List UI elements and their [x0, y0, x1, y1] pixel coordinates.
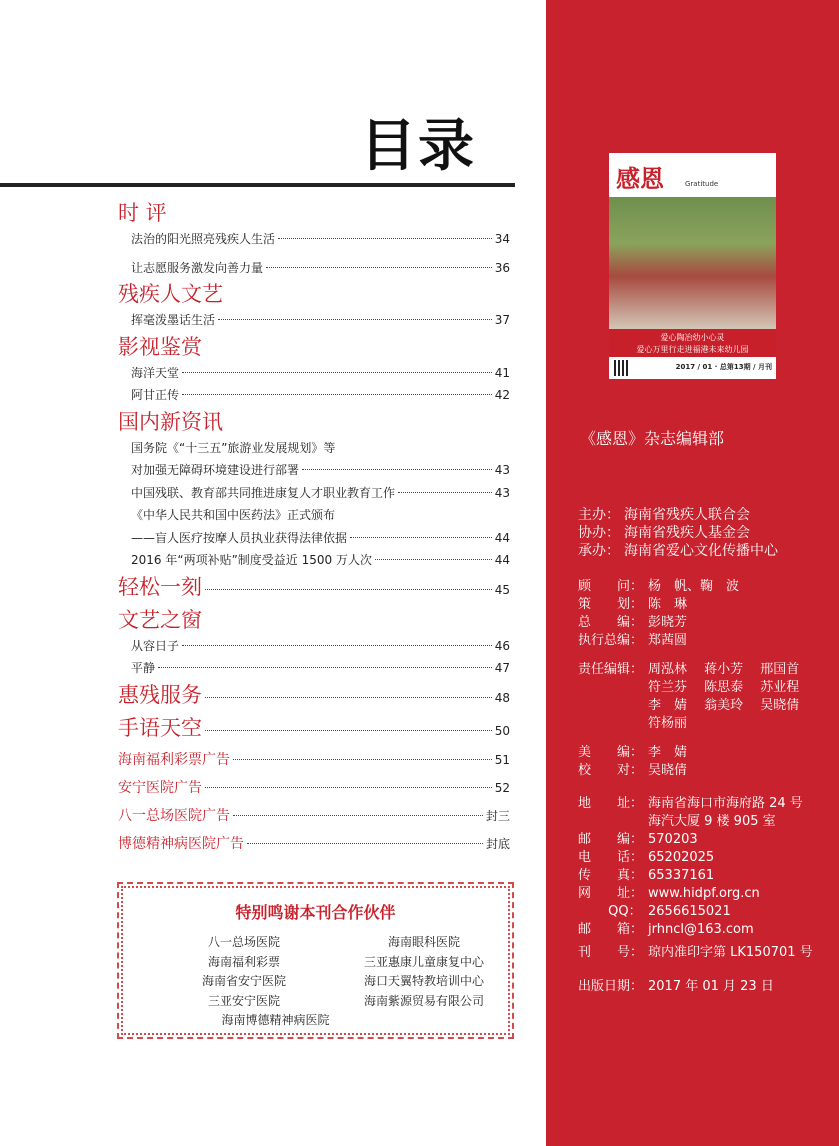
ad-title: 海南福利彩票广告	[118, 751, 230, 768]
info-value: 65202025	[648, 850, 715, 865]
toc-section-title	[118, 713, 510, 746]
info-row	[578, 524, 778, 542]
info-value: 海汽大厦 9 楼 905 室	[648, 814, 776, 829]
cover-logo-en: Gratitude	[685, 180, 719, 188]
section-title-text: 文艺之窗	[118, 607, 202, 632]
info-column	[546, 0, 839, 1146]
info-row	[578, 885, 803, 903]
page-number: 45	[494, 582, 510, 597]
leader-dots	[182, 645, 492, 646]
leader-dots	[302, 469, 492, 470]
entry-title: 中国残联、教育部共同推进康复人才职业教育工作	[131, 485, 396, 500]
cover-photo	[609, 197, 776, 329]
toc-entry	[118, 309, 510, 332]
table-of-contents	[118, 198, 510, 858]
partner-item: 海南博德精神病医院	[221, 1013, 330, 1027]
info-value: 陈 琳	[648, 597, 688, 612]
info-row	[578, 978, 774, 996]
leader-dots	[218, 319, 492, 320]
page-number: 44	[494, 553, 510, 567]
leader-dots	[182, 394, 492, 395]
toc-heading: 目录	[360, 114, 476, 179]
leader-dots	[205, 589, 492, 590]
leader-dots	[247, 843, 483, 844]
section-title-text: 残疾人文艺	[118, 282, 223, 306]
toc-entry	[118, 437, 510, 460]
leader-dots	[205, 730, 492, 731]
info-value: 海南省残疾人基金会	[624, 525, 750, 541]
date-block	[578, 978, 774, 996]
ad-title: 八一总场医院广告	[118, 807, 230, 824]
info-value: 周泓林 蒋小芳 邢国首	[648, 662, 800, 677]
info-label: 执行总编：	[578, 633, 644, 648]
thanks-title: 特别鸣谢本刊合作伙伴	[235, 903, 396, 922]
info-label: 顾 问：	[578, 579, 644, 594]
info-value: 李 婧 翁美玲 吴晓倩	[648, 698, 800, 713]
partner-item: 三亚惠康儿童康复中心	[363, 954, 484, 969]
leader-dots	[398, 492, 492, 493]
info-row	[578, 944, 813, 962]
info-value: 琼内准印字第 LK150701 号	[648, 945, 813, 960]
cover-issue: 2017 / 01 · 总第13期 / 月刊	[675, 363, 772, 371]
info-value: 郑茜圆	[648, 633, 688, 648]
entry-title: ——盲人医疗按摩人员执业获得法律依据	[131, 530, 348, 545]
info-label	[578, 697, 648, 715]
entry-title: 阿甘正传	[131, 388, 180, 402]
page-number: 47	[494, 661, 510, 675]
info-label	[578, 715, 648, 733]
info-row	[578, 795, 803, 813]
cover-footer	[609, 357, 776, 379]
contact-block	[578, 795, 803, 939]
magazine-cover	[609, 153, 776, 379]
info-row	[578, 614, 739, 632]
page-number: 封三	[485, 808, 510, 823]
info-label: 策 划：	[578, 597, 644, 612]
leader-dots	[182, 372, 492, 373]
info-value: 符杨丽	[648, 716, 688, 731]
info-row	[578, 849, 803, 867]
toc-section-title	[118, 572, 510, 605]
page-number: 41	[494, 365, 510, 380]
section-title-text: 时 评	[118, 201, 167, 225]
partner-item: 海南福利彩票	[207, 954, 280, 969]
toc-entry	[118, 504, 510, 527]
info-row	[578, 715, 799, 733]
page-number: 43	[494, 463, 510, 477]
page-number: 52	[494, 780, 510, 795]
page-number: 48	[494, 690, 510, 705]
info-label	[578, 813, 648, 831]
toc-ad-entry	[118, 802, 510, 830]
entry-title: 法治的阳光照亮残疾人生活	[131, 232, 276, 246]
page-number: 46	[494, 638, 510, 653]
info-label: 协办：	[578, 525, 620, 541]
info-label: 总 编：	[578, 615, 644, 630]
info-label: 主办：	[578, 507, 620, 523]
page-number: 34	[494, 232, 510, 246]
cover-logo: 感恩	[616, 165, 664, 193]
info-value: 海南省海口市海府路 24 号	[648, 796, 803, 811]
leader-dots	[205, 697, 492, 698]
info-label: 邮 编：	[578, 832, 644, 847]
info-row	[578, 661, 799, 679]
info-row	[578, 542, 778, 560]
ad-title: 博德精神病医院广告	[118, 835, 244, 852]
leader-dots	[233, 815, 483, 816]
info-value: jrhncl@163.com	[648, 922, 754, 937]
toc-entry	[118, 527, 510, 550]
partner-item: 海南紫源贸易有限公司	[363, 993, 484, 1008]
toc-section-title	[118, 279, 510, 309]
leader-dots	[158, 667, 492, 668]
info-value: 李 婧	[648, 745, 688, 760]
toc-entry	[118, 635, 510, 658]
entry-title: 挥毫泼墨话生活	[131, 313, 216, 327]
info-label: 邮 箱：	[578, 922, 644, 937]
info-label	[578, 679, 648, 697]
partner-item: 八一总场医院	[207, 935, 280, 949]
info-value: 杨 帆、鞠 波	[648, 579, 740, 594]
info-row	[578, 679, 799, 697]
toc-section-title	[118, 605, 510, 635]
info-value: 符兰芬 陈思泰 苏业程	[648, 680, 800, 695]
thanks-box	[117, 882, 514, 1039]
toc-entry	[118, 657, 510, 680]
info-label: 美 编：	[578, 745, 644, 760]
toc-entry	[118, 384, 510, 407]
page-number: 42	[494, 388, 510, 402]
partner-item: 海南省安宁医院	[201, 974, 286, 988]
entry-title: 2016 年“两项补贴”制度受益近 1500 万人次	[131, 553, 372, 567]
title-rule	[0, 183, 515, 187]
toc-section-title	[118, 680, 510, 713]
entry-title: 平静	[131, 661, 156, 675]
toc-entry	[118, 549, 510, 572]
editorial-dept: 《感恩》杂志编辑部	[580, 429, 725, 448]
info-label: 刊 号：	[578, 945, 644, 960]
toc-ad-entry	[118, 746, 510, 774]
editors-block	[578, 661, 799, 733]
info-label: 责任编辑：	[578, 662, 644, 677]
section-title-text: 轻松一刻	[118, 574, 202, 599]
info-value: www.hidpf.org.cn	[648, 886, 760, 901]
page-number: 51	[494, 752, 510, 767]
page-number: 36	[494, 260, 510, 275]
info-row	[578, 867, 803, 885]
info-row	[578, 506, 778, 524]
cover-banner	[609, 329, 776, 357]
section-title-text: 惠残服务	[118, 682, 202, 707]
page-number: 43	[494, 485, 510, 500]
info-label: QQ：	[578, 904, 642, 919]
section-title-text: 影视鉴赏	[118, 334, 202, 359]
info-label: 网 址：	[578, 886, 644, 901]
toc-entry	[118, 257, 510, 280]
toc-section-title	[118, 407, 510, 437]
entry-title: 国务院《“十三五”旅游业发展规划》等	[131, 440, 336, 455]
leader-dots	[350, 537, 492, 538]
info-label: 电 话：	[578, 850, 644, 865]
entry-title: 《中华人民共和国中医药法》正式颁布	[131, 508, 336, 522]
info-value: 2017 年 01 月 23 日	[648, 979, 774, 994]
info-row	[578, 744, 687, 762]
partner-item: 海口天翼特教培训中心	[363, 974, 484, 988]
info-label: 地 址：	[578, 796, 644, 811]
cover-banner-line: 爱心万里行走进福港未来幼儿园	[636, 345, 749, 354]
entry-title: 海洋天堂	[131, 365, 180, 380]
info-row	[578, 831, 803, 849]
leader-dots	[233, 759, 492, 760]
page-number: 封底	[485, 836, 510, 851]
section-title-text: 国内新资讯	[118, 409, 223, 434]
info-row	[578, 762, 687, 780]
info-value: 彭晓芳	[648, 615, 688, 630]
art-block	[578, 744, 687, 780]
info-value: 65337161	[648, 868, 715, 883]
leader-dots	[278, 238, 492, 239]
info-value: 海南省爱心文化传播中心	[624, 543, 778, 559]
entry-title: 从容日子	[131, 638, 180, 653]
info-row	[578, 921, 803, 939]
info-row	[578, 632, 739, 650]
info-value: 海南省残疾人联合会	[624, 507, 750, 523]
page-number: 37	[494, 313, 510, 327]
partner-list	[159, 933, 512, 1011]
info-row	[578, 578, 739, 596]
toc-ad-entry	[118, 830, 510, 858]
page-number: 50	[494, 723, 510, 738]
info-row	[578, 697, 799, 715]
leader-dots	[266, 267, 492, 268]
ad-title: 安宁医院广告	[118, 779, 202, 796]
partner-item: 三亚安宁医院	[207, 993, 280, 1008]
partner-item: 海南眼科医院	[387, 935, 460, 949]
info-value: 2656615021	[648, 904, 731, 919]
toc-entry	[118, 482, 510, 505]
page-number: 44	[494, 530, 510, 545]
info-value: 吴晓倩	[648, 763, 688, 778]
leader-dots	[205, 787, 492, 788]
section-title-text: 手语天空	[118, 715, 202, 740]
hosts-block	[578, 506, 778, 560]
info-label: 校 对：	[578, 763, 644, 778]
toc-ad-entry	[118, 774, 510, 802]
info-label: 传 真：	[578, 868, 644, 883]
qr-code-icon	[614, 360, 630, 376]
info-label: 承办：	[578, 543, 620, 559]
toc-entry	[118, 228, 510, 251]
info-row	[578, 596, 739, 614]
toc-entry	[118, 459, 510, 482]
staff-block	[578, 578, 739, 650]
entry-title: 让志愿服务激发向善力量	[131, 260, 264, 275]
cover-banner-line: 爱心陶冶幼小心灵	[660, 333, 725, 342]
toc-section-title	[118, 332, 510, 362]
info-row	[578, 813, 803, 831]
toc-entry	[118, 362, 510, 385]
info-row	[578, 903, 803, 921]
leader-dots	[375, 559, 492, 560]
info-label: 出版日期：	[578, 979, 644, 994]
info-value: 570203	[648, 832, 698, 847]
license-block	[578, 944, 813, 962]
entry-title: 对加强无障碍环境建设进行部署	[131, 463, 300, 477]
toc-section-title	[118, 198, 510, 228]
